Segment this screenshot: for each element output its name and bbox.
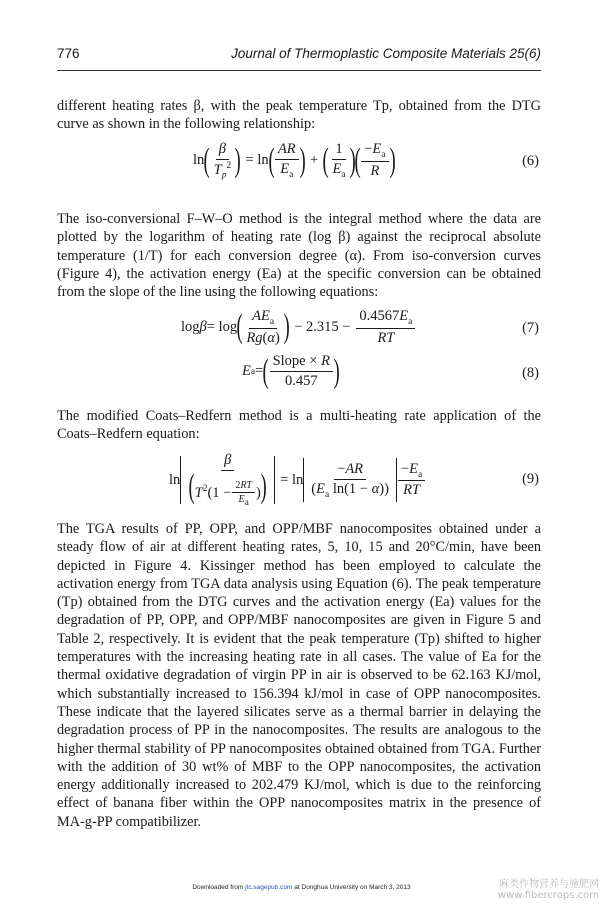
equation-9-number: (9) [522,471,539,487]
watermark [477,879,599,901]
equation-7-number: (7) [522,320,539,336]
footer-prefix: Downloaded from [192,884,244,891]
equation-9: ln β ($T^2(1$ − $\frac{2RT}{E_a}$ )) = ln $\frac{-AR}{(E_a \ln(1 - \alpha))}$ $\frac{-E_a}{RT}$ (9) [169,452,539,508]
equation-8: E a = ( $\frac{\text{Slope × R}}{0.457}$ ) (8) [242,352,539,390]
equation-6-number: (6) [522,153,539,169]
equation-6: ln ( $\frac{\beta}{T_p^2}$ ) = ln ( $\frac{AR}{E_a}$ ) + ( $\frac{1}{E_a}$ ) ( $\frac{-E_a}{R}$ ) (6) [193,141,539,181]
paragraph-2: The iso-conversional F–W–O method is the integral method where the data are plotted by the logarithm of heating rate (log β) against the reciprocal absolute temperature (1/T) for each conversion degree (α). From iso-conversion curves (Figure 4), the activation energy (Ea) at the specific conversion can be obtained from the slope of the line using the following equations: [57,211,541,301]
paragraph-3: The modified Coats–Redfern method is a multi-heating rate application of the Coats–Redfern equation: [57,408,541,443]
journal-title: Journal of Thermoplastic Composite Materials 25(6) [231,46,541,61]
page-number: 776 [57,46,80,61]
running-header [57,42,541,66]
watermark-line-1: 麻类作物营养与施肥网 [499,879,599,890]
paragraph-4: The TGA results of PP, OPP, and OPP/MBF nanocomposites obtained under a steady flow of air at different heating rates, 5, 10, 15 and 20°C/min, have been depicted in Figure 4. Kissinger method has been employed to calculate the activation energy from TGA data analysis using Equation (6). The peak temperature (Tp) obtained from the DTG curves and the activation energy (Ea) values for the degradation of PP, OPP, and OPP/MBF nanocomposites are given in Figure 5 and Table 2, respectively. It is evident that the peak temperature (Tp) shifted to higher temperatures with the increasing heating rate in all cases. The value of Ea for the thermal oxidative degradation of virgin PP in air is observed to be 62.163 KJ/mol, which substantially increased to 156.394 kJ/mol in case of OPP nanocomposites. These indicate that the layered silicates serve as a thermal barrier in delaying the degradation process of PP in the nanocomposites. The results are analogous to the higher thermal stability of PP nanocomposites obtained obtained from TGA. Further with the addition of 30 wt% of MBF to the OPP nanocomposites, the activation energy additionally increased to 202.479 KJ/mol, which is due to the reinforcing effect of banana fiber within the OPP nanocomposites matrix in the presence of MA-g-PP compatibilizer. [57,521,541,830]
watermark-line-2: www.fibercrops.com [497,890,599,901]
header-rule [57,70,541,71]
footer-suffix: at Donghua University on March 3, 2013 [294,884,411,891]
equation-7: log β = log ( $\frac{AE_a}{Rg(\alpha)}$ ) − 2.315 − $\frac{0.4567E_a}{RT}$ (7) [181,308,539,346]
equation-8-number: (8) [522,365,539,381]
paragraph-1: different heating rates β, with the peak temperature Tp, obtained from the DTG curve as shown in the following relationship: [57,98,541,133]
footer-link[interactable]: jtc.sagepub.com [245,884,293,891]
